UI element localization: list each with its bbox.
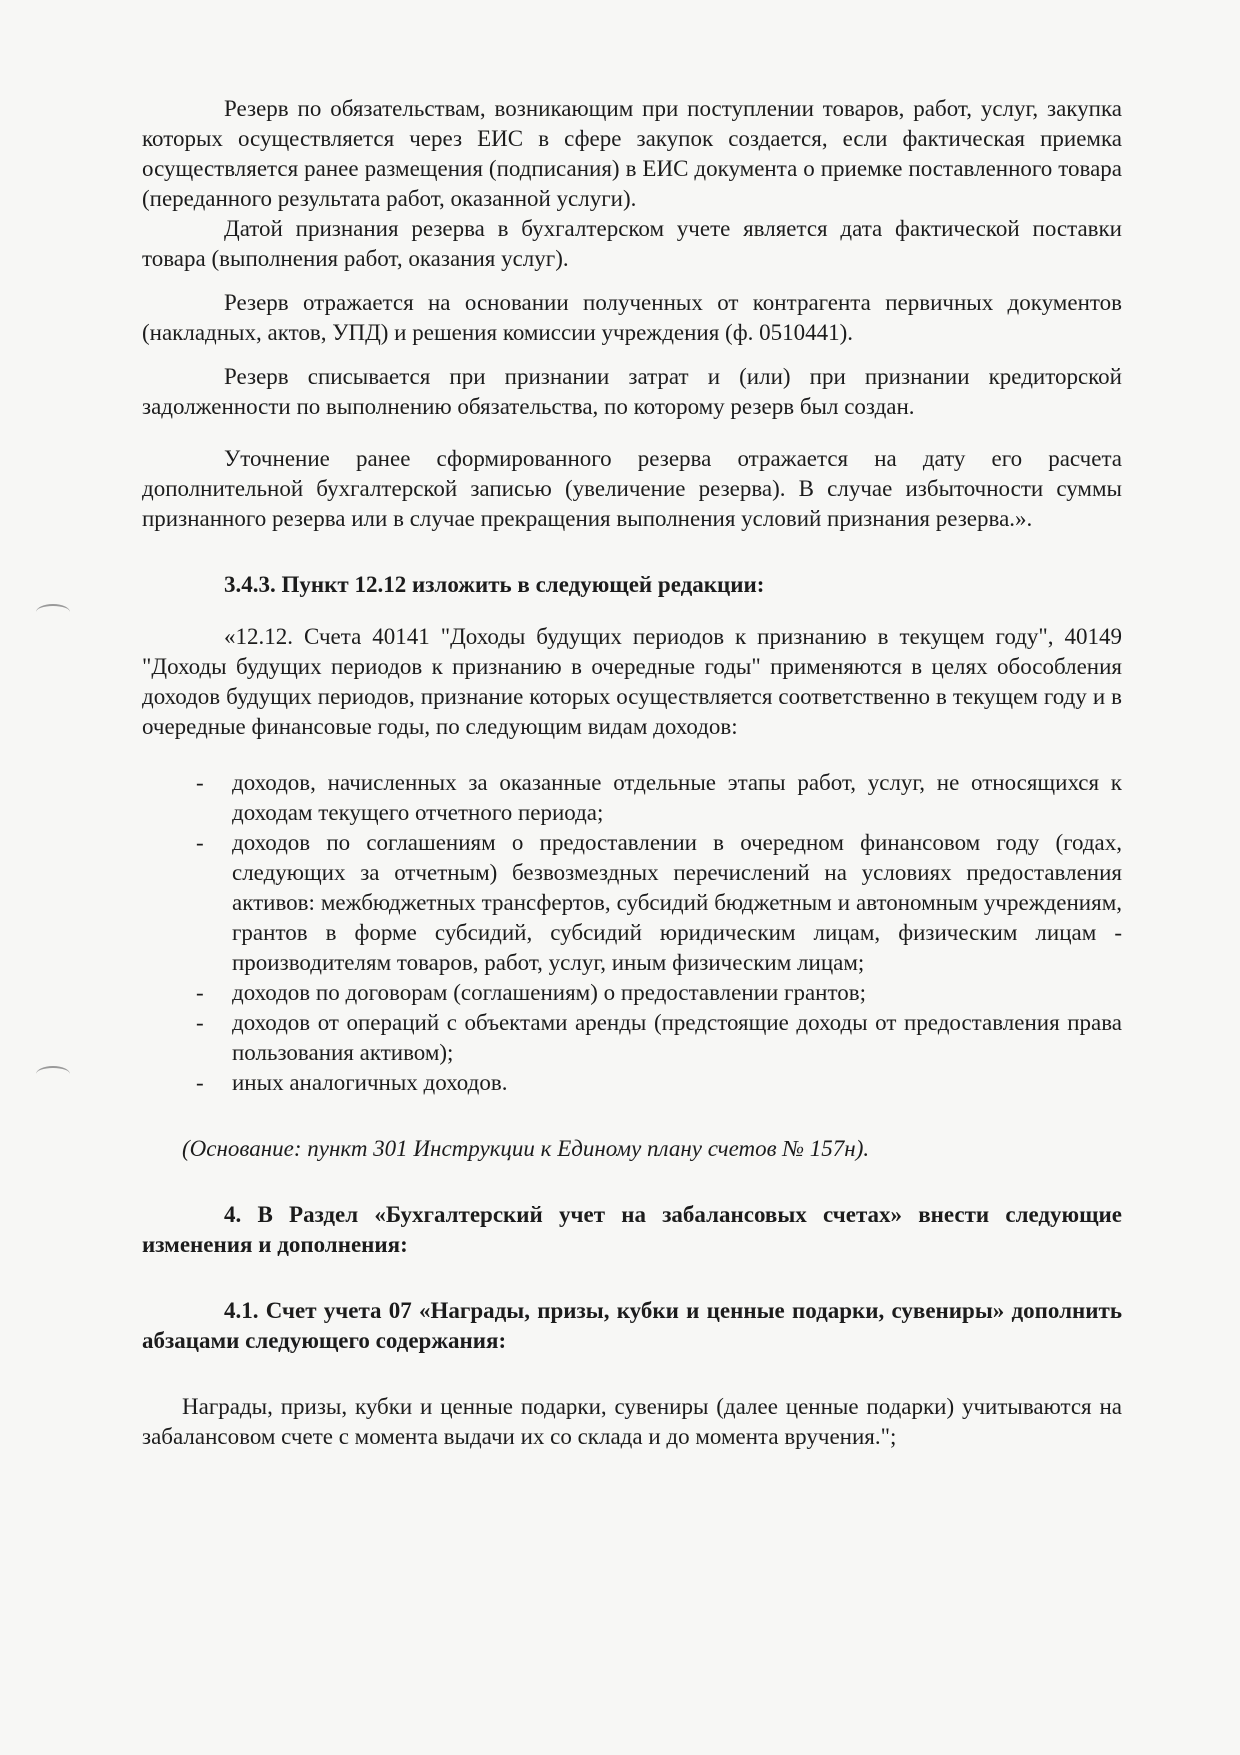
list-item: - доходов от операций с объектами аренды (предстоящие доходы от предоставления права пользования активом);	[196, 1010, 1122, 1065]
list-item: - доходов по договорам (соглашениям) о предоставлении грантов;	[142, 978, 1122, 1008]
list-dash: -	[196, 1010, 204, 1035]
list-dash: -	[196, 1070, 204, 1095]
paragraph-12-12: «12.12. Счета 40141 "Доходы будущих периодов к признанию в текущем году", 40149 "Доходы будущих периодов к признанию в очередные годы" применяются в целях обособления доходов будущих периодов, признание которых осуществляется соответственно в текущем году и в очередные финансовые годы, по следующим видам доходов:	[142, 624, 1122, 739]
heading-section-4: 4. В Раздел «Бухгалтерский учет на забалансовых счетах» внести следующие изменения и дополнения:	[142, 1202, 1122, 1257]
heading-3-4-3: 3.4.3. Пункт 12.12 изложить в следующей редакции:	[224, 572, 765, 597]
punch-hole-mark	[36, 604, 70, 620]
list-item: - иных аналогичных доходов.	[142, 1068, 1122, 1098]
heading-4-1: 4.1. Счет учета 07 «Награды, призы, кубки и ценные подарки, сувениры» дополнить абзацами следующего содержания:	[142, 1298, 1122, 1353]
paragraph-reserve-basis: Резерв отражается на основании полученных от контрагента первичных документов (накладных, актов, УПД) и решения комиссии учреждения (ф. 0510441).	[142, 290, 1122, 345]
paragraph-reserve-date: Датой признания резерва в бухгалтерском учете является дата фактической поставки товара (выполнения работ, оказания услуг).	[142, 216, 1122, 271]
list-dash: -	[196, 830, 204, 855]
list-item: - доходов по соглашениям о предоставлении в очередном финансовом году (годах, следующих за отчетным) безвозмездных перечислений на условиях предоставления активов: межбюджетных трансфертов, субсидий бюджетным и автономным учреждениям, грантов в форме субсидий, субсидий юридическим лицам, физическим лицам - производителям товаров, работ, услуг, иным физическим лицам;	[196, 830, 1122, 975]
list-dash: -	[196, 770, 204, 795]
paragraph-reserve-eis: Резерв по обязательствам, возникающим при поступлении товаров, работ, услуг, закупка которых осуществляется через ЕИС в сфере закупок создается, если фактическая приемка осуществляется ранее размещения (подписания) в ЕИС документа о приемке поставленного товара (переданного результата работ, оказанной услуги).	[142, 96, 1122, 211]
paragraph-reserve-clarification: Уточнение ранее сформированного резерва отражается на дату его расчета дополнительной бухгалтерской записью (увеличение резерва). В случае избыточности суммы признанного резерва или в случае прекращения выполнения условий признания резерва.».	[142, 446, 1122, 531]
punch-hole-mark	[36, 1066, 70, 1082]
paragraph-reserve-writeoff: Резерв списывается при признании затрат и (или) при признании кредиторской задолженности по выполнению обязательства, по которому резерв был создан.	[142, 364, 1122, 419]
income-types-list	[142, 768, 1122, 1098]
basis-note: (Основание: пункт 301 Инструкции к Единому плану счетов № 157н).	[182, 1136, 870, 1161]
list-item: - доходов, начисленных за оказанные отдельные этапы работ, услуг, не относящихся к доходам текущего отчетного периода;	[196, 770, 1122, 825]
paragraph-valuable-gifts: Награды, призы, кубки и ценные подарки, сувениры (далее ценные подарки) учитываются на забалансовом счете с момента выдачи их со склада и до момента вручения.";	[142, 1394, 1122, 1449]
list-dash: -	[196, 980, 204, 1005]
document-body	[142, 94, 1122, 1452]
